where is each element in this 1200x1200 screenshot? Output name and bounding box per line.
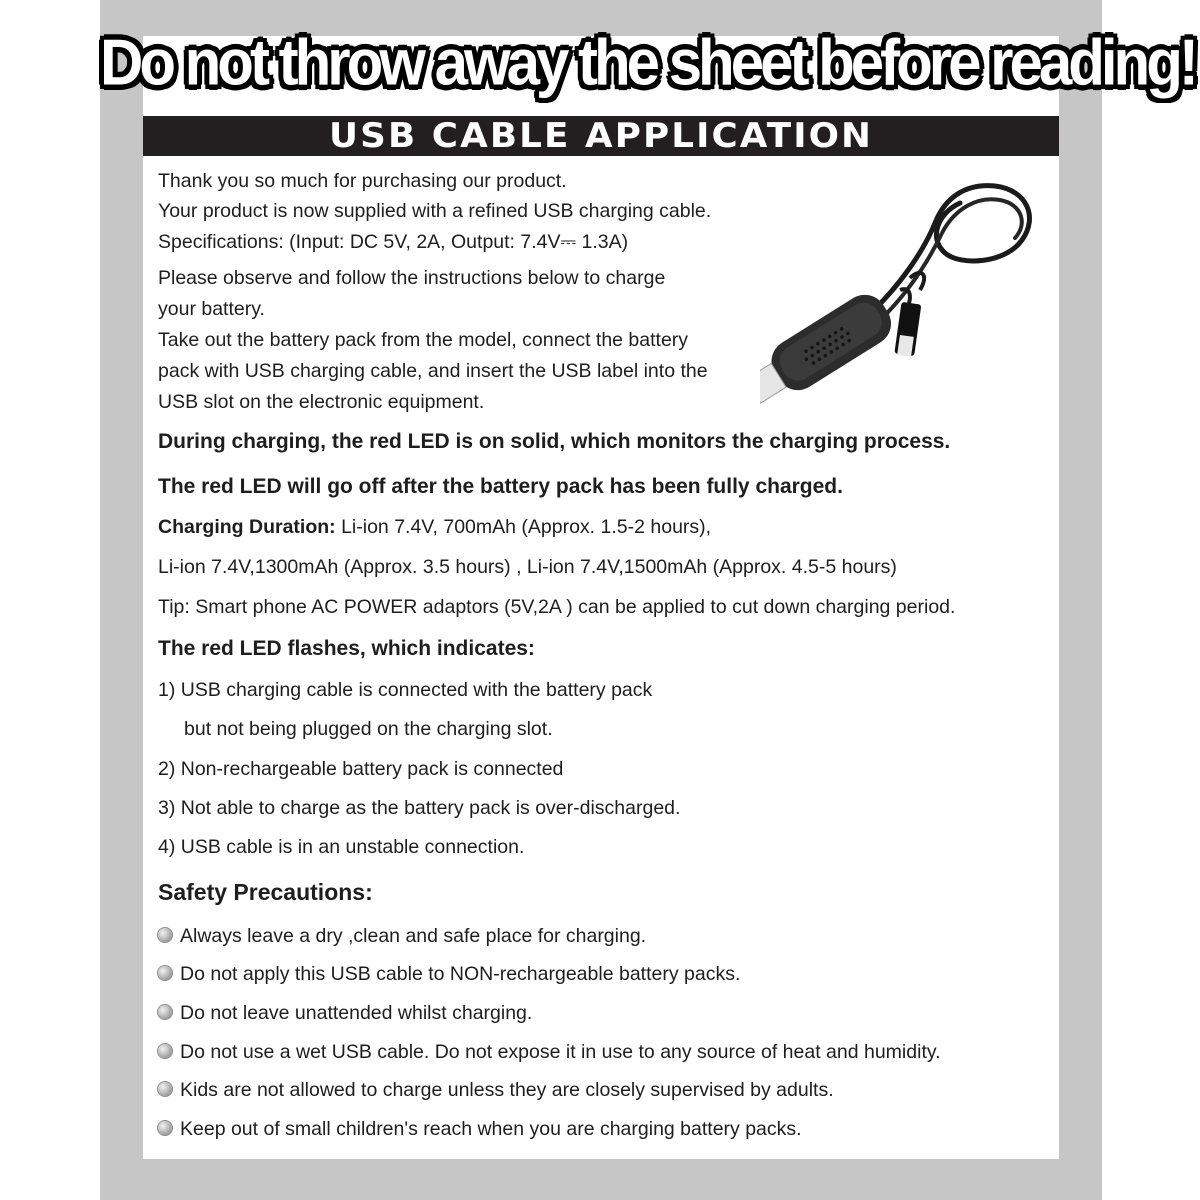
flash-item: 1) USB charging cable is connected with the battery pack <box>158 679 653 701</box>
bullet-icon <box>158 1082 172 1096</box>
intro-line: USB slot on the electronic equipment. <box>158 391 485 413</box>
bullet-icon <box>158 966 172 980</box>
tip-line: Tip: Smart phone AC POWER adaptors (5V,2A ) can be applied to cut down charging period. <box>158 596 956 618</box>
safety-item <box>158 1039 941 1065</box>
intro-line: Please observe and follow the instructions below to charge <box>158 267 666 289</box>
charging-duration-line-2: Li-ion 7.4V,1300mAh (Approx. 3.5 hours) , Li-ion 7.4V,1500mAh (Approx. 4.5-5 hours) <box>158 556 897 578</box>
safety-item <box>158 923 646 949</box>
safety-item-text: Always leave a dry ,clean and safe place for charging. <box>180 925 647 947</box>
charging-duration-value: Li-ion 7.4V, 700mAh (Approx. 1.5-2 hours), <box>341 516 712 538</box>
safety-heading: Safety Precautions: <box>158 879 373 905</box>
safety-item-text: Do not apply this USB cable to NON-rechargeable battery packs. <box>180 963 741 985</box>
intro-line: Your product is now supplied with a refined USB charging cable. <box>158 200 712 222</box>
section-banner <box>143 116 1059 156</box>
intro-line: your battery. <box>158 298 265 320</box>
safety-item <box>158 1000 532 1026</box>
bullet-icon <box>158 1121 172 1135</box>
safety-item <box>158 1116 802 1142</box>
intro-line: Thank you so much for purchasing our product. <box>158 170 567 192</box>
section-banner-title: USB CABLE APPLICATION <box>329 116 873 156</box>
intro-line: pack with USB charging cable, and insert the USB label into the <box>158 360 708 382</box>
spec-line: Specifications: (Input: DC 5V, 2A, Output: 7.4V⎓ 1.3A) <box>158 231 629 253</box>
safety-item-text: Kids are not allowed to charge unless they are closely supervised by adults. <box>180 1079 834 1101</box>
safety-item-text: Do not leave unattended whilst charging. <box>180 1002 533 1024</box>
bullet-icon <box>158 1005 172 1019</box>
safety-item-text: Keep out of small children's reach when you are charging battery packs. <box>180 1118 802 1140</box>
safety-item <box>158 1077 834 1103</box>
charging-duration-line <box>158 514 711 540</box>
bullet-icon <box>158 928 172 942</box>
led-off-note: The red LED will go off after the battery pack has been fully charged. <box>158 475 843 498</box>
flash-heading: The red LED flashes, which indicates: <box>158 637 535 660</box>
intro-line: Take out the battery pack from the model, connect the battery <box>158 329 689 351</box>
led-solid-note: During charging, the red LED is on solid, which monitors the charging process. <box>158 430 951 453</box>
usb-cable-image <box>760 178 1050 413</box>
flash-item: 4) USB cable is in an unstable connection. <box>158 836 525 858</box>
flash-item: 2) Non-rechargeable battery pack is connected <box>158 758 564 780</box>
charging-duration-label: Charging Duration: <box>158 516 336 538</box>
bullet-icon <box>158 1044 172 1058</box>
flash-item: 3) Not able to charge as the battery pack is over-discharged. <box>158 797 681 819</box>
flash-item-continued: but not being plugged on the charging slot. <box>184 718 553 740</box>
headline-title: Do not throw away the sheet before reading! <box>100 26 1195 99</box>
safety-item-text: Do not use a wet USB cable. Do not expose it in use to any source of heat and humidity. <box>180 1041 941 1063</box>
safety-item <box>158 961 740 987</box>
